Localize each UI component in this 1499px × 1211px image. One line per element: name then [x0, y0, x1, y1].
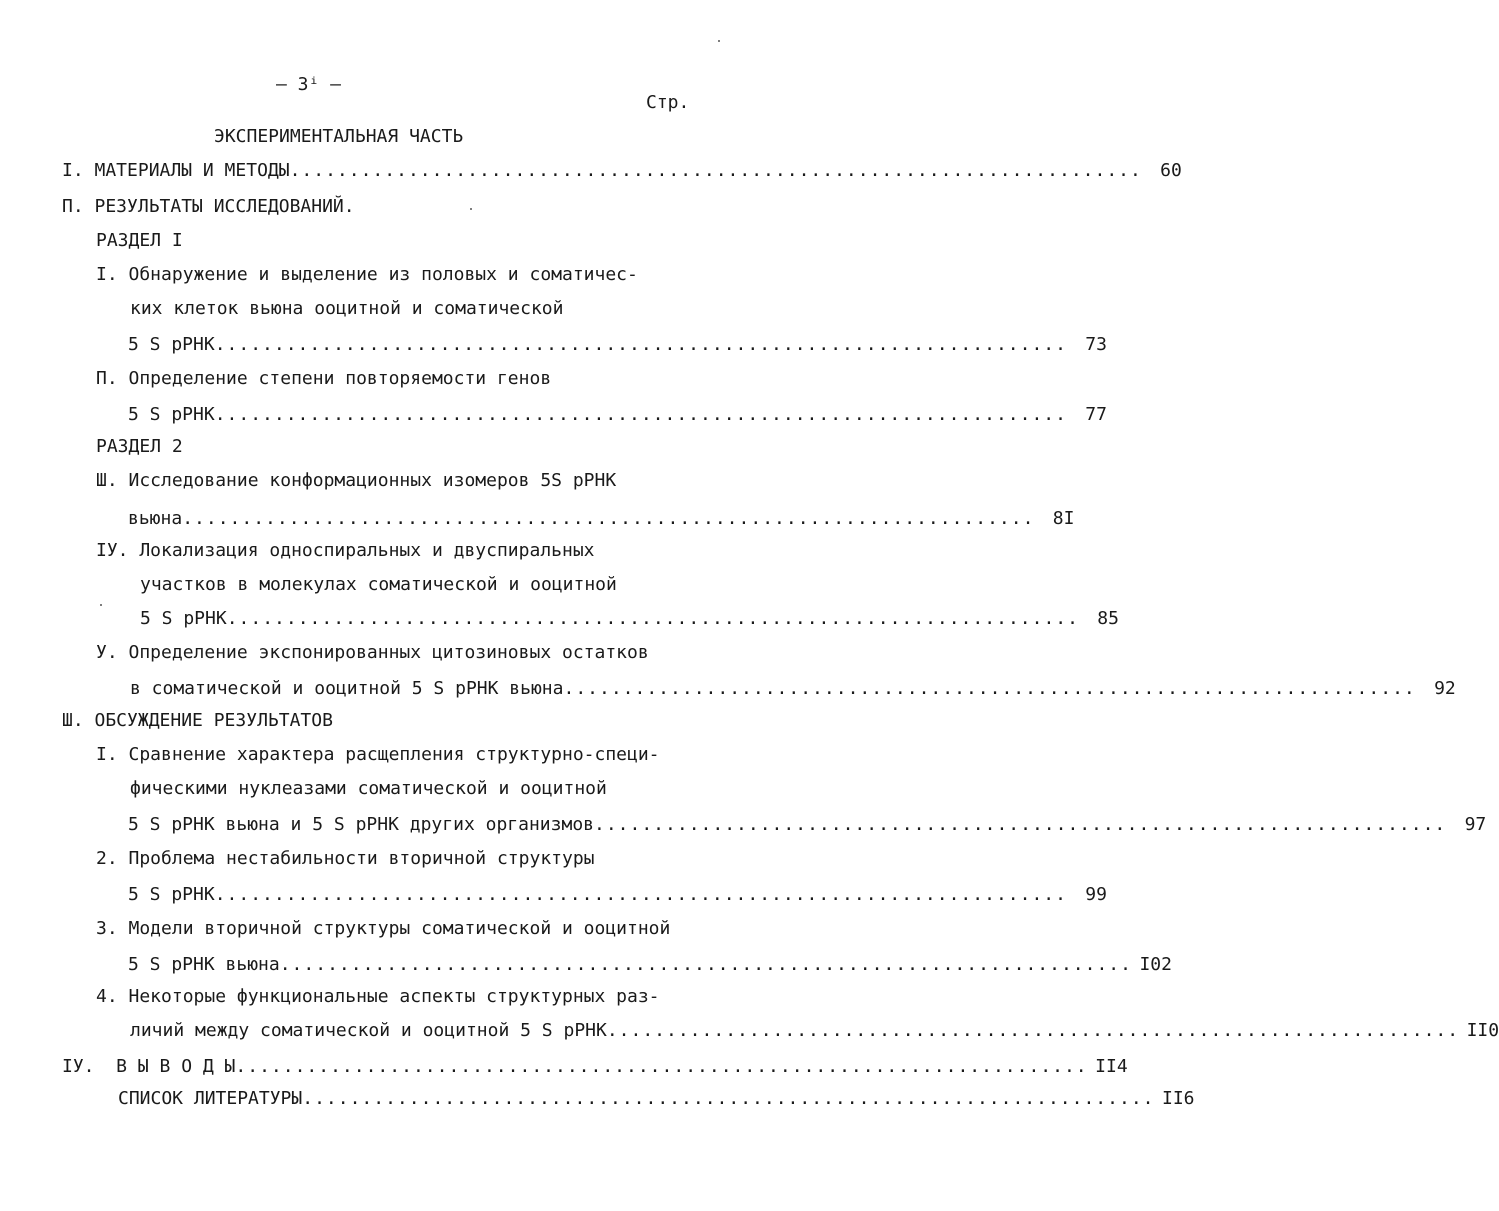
toc-leader-dots: ........................................................................	[279, 954, 1132, 975]
toc-leader-dots: ........................................................................	[226, 608, 1079, 629]
toc-entry-title: 2. Проблема нестабильности вторичной структуры	[96, 848, 595, 869]
toc-page-number: 60	[1160, 160, 1182, 181]
toc-entry-title: 5 S рРНК вьюна	[128, 954, 280, 975]
toc-entry-title: Ш. Исследование конформационных изомеров 5S рРНК	[96, 470, 617, 491]
toc-entry	[140, 608, 1119, 630]
toc-page-number: II6	[1161, 1088, 1195, 1109]
page-column-header: Стр.	[646, 92, 690, 113]
toc-entry-title: 5 S рРНК	[140, 608, 227, 629]
toc-entry-title: У. Определение экспонированных цитозиновых остатков	[96, 642, 649, 663]
toc-entry-title: личий между соматической и ооцитной 5 S рРНК	[130, 1020, 607, 1041]
toc-entry-title: СПИСОК ЛИТЕРАТУРЫ	[118, 1088, 303, 1109]
toc-leader-dots: ........................................................................	[214, 334, 1067, 355]
toc-entry	[130, 1020, 1499, 1042]
toc-entry-title: П. Определение степени повторяемости генов	[96, 368, 552, 389]
toc-entry-title: IУ. Локализация односпиральных и двуспиральных	[96, 540, 595, 561]
toc-entry	[128, 508, 1075, 530]
toc-entry-title: участков в молекулах соматической и ооцитной	[140, 574, 617, 595]
toc-entry	[118, 1088, 1195, 1110]
page-number: – 3ⁱ –	[276, 74, 342, 95]
toc-entry	[128, 954, 1172, 976]
toc-entry-title: IУ. В Ы В О Д Ы	[62, 1056, 236, 1077]
toc-page-number: 92	[1434, 678, 1456, 699]
toc-entry-title: 3. Модели вторичной структуры соматической и ооцитной	[96, 918, 671, 939]
toc-entry	[128, 884, 1107, 906]
toc-entry-title: 4. Некоторые функциональные аспекты структурных раз-	[96, 986, 660, 1007]
toc-entry-title: П. РЕЗУЛЬТАТЫ ИССЛЕДОВАНИЙ.	[62, 196, 355, 217]
toc-entry-title: 5 S рРНК	[128, 404, 215, 425]
toc-entry-title: фическими нуклеазами соматической и ооцитной	[130, 778, 607, 799]
toc-entry-title: I. Сравнение характера расщепления структурно-специ-	[96, 744, 660, 765]
toc-entry	[130, 678, 1456, 700]
toc-entry-title: Ш. ОБСУЖДЕНИЕ РЕЗУЛЬТАТОВ	[62, 710, 333, 731]
toc-leader-dots: ........................................................................	[594, 814, 1447, 835]
toc-page-number: II4	[1095, 1056, 1128, 1077]
toc-entry-title: I. Обнаружение и выделение из половых и соматичес-	[96, 264, 638, 285]
toc-entry-title: I. МАТЕРИАЛЫ И МЕТОДЫ	[62, 160, 290, 181]
toc-leader-dots: ........................................................................	[302, 1088, 1155, 1109]
scan-speck	[718, 40, 720, 42]
section-heading: ЭКСПЕРИМЕНТАЛЬНАЯ ЧАСТЬ	[214, 126, 464, 147]
scan-speck	[470, 208, 472, 210]
toc-entry	[128, 814, 1487, 836]
toc-page-number: II0	[1466, 1020, 1499, 1041]
toc-leader-dots: ........................................................................	[235, 1056, 1088, 1077]
toc-entry-title: 5 S рРНК	[128, 334, 215, 355]
toc-entry	[62, 1056, 1128, 1078]
scan-speck	[100, 604, 102, 606]
toc-leader-dots: ........................................................................	[182, 508, 1035, 529]
toc-leader-dots: ........................................................................	[289, 160, 1142, 181]
toc-page-number: 85	[1097, 608, 1119, 629]
toc-subheading: РАЗДЕЛ 2	[96, 436, 183, 457]
toc-page-number: 73	[1085, 334, 1107, 355]
toc-entry-title: в соматической и ооцитной 5 S рРНК вьюна	[130, 678, 564, 699]
toc-page-number: 97	[1464, 814, 1487, 835]
toc-entry-title: 5 S рРНК вьюна и 5 S рРНК других организмов	[128, 814, 594, 835]
toc-entry-title: вьюна	[128, 508, 183, 529]
toc-page-number: 8I	[1052, 508, 1075, 529]
toc-subheading: РАЗДЕЛ I	[96, 230, 183, 251]
toc-entry	[128, 334, 1107, 356]
toc-leader-dots: ........................................................................	[214, 884, 1067, 905]
toc-leader-dots: ........................................................................	[214, 404, 1067, 425]
toc-page-number: 99	[1085, 884, 1107, 905]
toc-entry	[128, 404, 1107, 426]
toc-leader-dots: ........................................................................	[563, 678, 1416, 699]
toc-entry-title: 5 S рРНК	[128, 884, 215, 905]
toc-entry	[62, 160, 1182, 182]
toc-entry-title: ких клеток вьюна ооцитной и соматической	[130, 298, 564, 319]
toc-page-number: I02	[1139, 954, 1172, 975]
toc-page-number: 77	[1085, 404, 1107, 425]
toc-leader-dots: ........................................................................	[606, 1020, 1460, 1041]
